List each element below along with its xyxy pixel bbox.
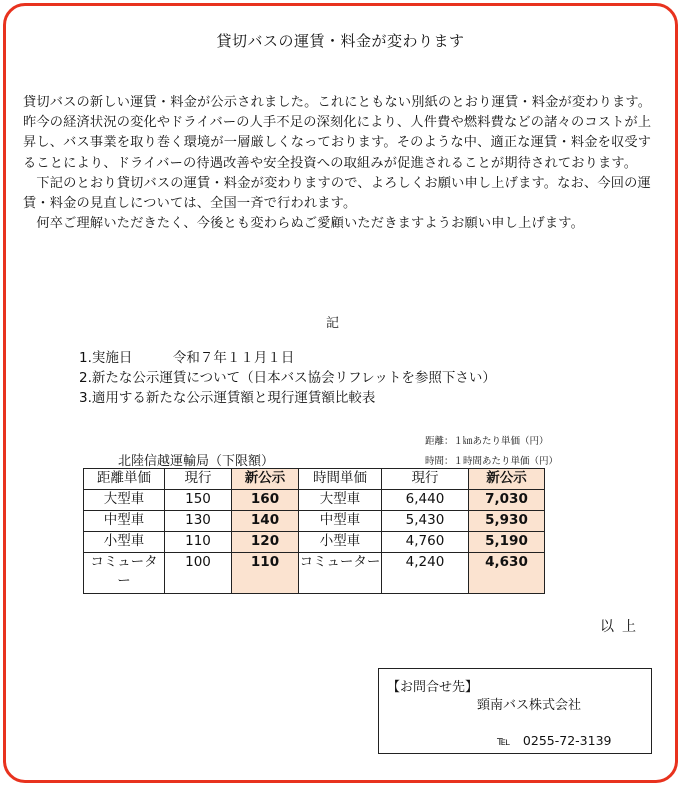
ki-heading: 記 xyxy=(326,316,340,331)
contact-company: 頸南バス株式会社 xyxy=(477,698,582,713)
cell-current: 4,760 xyxy=(382,532,469,553)
cell-vehicle: 小型車 xyxy=(84,532,165,553)
cell-current: 130 xyxy=(165,511,232,532)
cell-vehicle: 中型車 xyxy=(299,511,382,532)
notice-body xyxy=(23,93,653,234)
cell-new: 5,930 xyxy=(469,511,545,532)
paragraph-closing-request: 何卒ご理解いただきたく、今後とも変わらぬご愛顧いただきますようお願い申し上げます。 xyxy=(23,216,584,232)
contact-heading: 【お問合せ先】 xyxy=(387,680,479,695)
paragraph-request: 下記のとおり貸切バスの運賃・料金が変わりますので、よろしくお願い申し上げます。なお、今回の運賃・料金の見直しについては、全国一斉で行われます。 xyxy=(23,175,651,212)
cell-vehicle: コミューター xyxy=(84,553,165,594)
cell-vehicle: 大型車 xyxy=(299,490,382,511)
item-new-fare-info: 2.新たな公示運賃について（日本バス協会リフレットを参照下さい） xyxy=(79,370,496,386)
cell-vehicle: 中型車 xyxy=(84,511,165,532)
table-row xyxy=(84,532,545,553)
contact-box xyxy=(378,668,652,754)
header-distance-unit: 距離単価 xyxy=(84,469,165,490)
cell-current: 4,240 xyxy=(382,553,469,594)
cell-new: 110 xyxy=(232,553,299,594)
cell-current: 110 xyxy=(165,532,232,553)
cell-current: 6,440 xyxy=(382,490,469,511)
table-caption: 北陸信越運輸局（下限額） xyxy=(118,454,275,469)
cell-current: 150 xyxy=(165,490,232,511)
table-row xyxy=(84,490,545,511)
cell-vehicle: 小型車 xyxy=(299,532,382,553)
item-effective-date: 1.実施日 令和７年１１月１日 xyxy=(79,350,295,366)
cell-new: 4,630 xyxy=(469,553,545,594)
contact-tel: ℡ 0255-72-3139 xyxy=(497,733,612,748)
header-new-notice: 新公示 xyxy=(232,469,299,490)
paragraph-intro: 貸切バスの新しい運賃・料金が公示されました。これにともない別紙のとおり運賃・料金が変わります。昨今の経済状況の変化やドライバーの人手不足の深刻化により、人件費や燃料費などの諸々のコストが上昇し、バス事業を取り巻く環境が一層厳しくなっております。そのような中、適正な運賃・料金を収受することにより、ドライバーの待遇改善や安全投資への取組みが促進されることが期待されております。 xyxy=(23,95,652,171)
header-time-unit: 時間単価 xyxy=(299,469,382,490)
cell-new: 5,190 xyxy=(469,532,545,553)
header-current: 現行 xyxy=(382,469,469,490)
cell-new: 120 xyxy=(232,532,299,553)
cell-current: 5,430 xyxy=(382,511,469,532)
cell-new: 160 xyxy=(232,490,299,511)
unit-note-time: 時間：１時間あたり単価（円） xyxy=(425,456,559,467)
cell-new: 7,030 xyxy=(469,490,545,511)
cell-new: 140 xyxy=(232,511,299,532)
table-row xyxy=(84,553,545,594)
fare-comparison-table xyxy=(83,468,545,594)
header-new-notice: 新公示 xyxy=(469,469,545,490)
unit-note-distance: 距離：１㎞あたり単価（円） xyxy=(425,436,549,447)
item-comparison-table: 3.適用する新たな公示運賃額と現行運賃額比較表 xyxy=(79,390,376,406)
page-title: 貸切バスの運賃・料金が変わります xyxy=(216,32,465,50)
closing-mark: 以上 xyxy=(600,619,644,635)
cell-vehicle: コミューター xyxy=(299,553,382,594)
cell-vehicle: 大型車 xyxy=(84,490,165,511)
table-header-row xyxy=(84,469,545,490)
header-current: 現行 xyxy=(165,469,232,490)
item-list xyxy=(79,348,496,408)
table-row xyxy=(84,511,545,532)
cell-current: 100 xyxy=(165,553,232,594)
